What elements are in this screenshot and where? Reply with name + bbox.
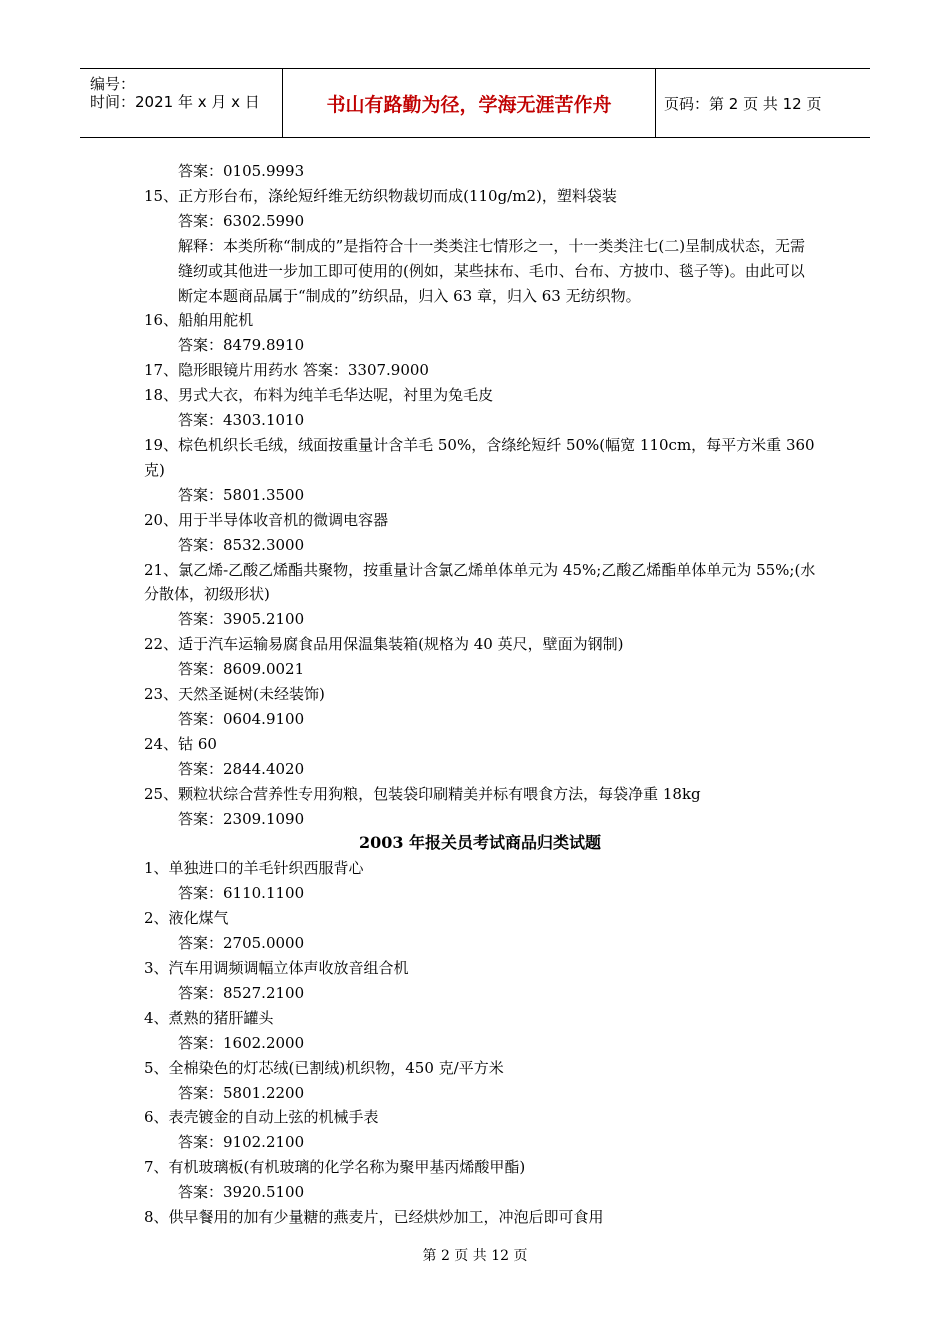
question-line: 18、男式大衣，布料为纯羊毛华达呢，衬里为兔毛皮 bbox=[144, 386, 494, 405]
question-line: 6、表壳镀金的自动上弦的机械手表 bbox=[144, 1108, 379, 1127]
question-line: 24、钴 60 bbox=[144, 734, 217, 753]
answer-line: 答案：4303.1010 bbox=[178, 411, 305, 430]
answer-line: 答案：6110.1100 bbox=[178, 884, 305, 903]
question-line: 20、用于半导体收音机的微调电容器 bbox=[144, 510, 389, 529]
answer-line: 答案：2844.4020 bbox=[178, 759, 305, 778]
answer-line: 答案：0105.9993 bbox=[178, 162, 305, 180]
answer-line: 答案：2705.0000 bbox=[178, 934, 305, 953]
question-line: 17、隐形眼镜片用药水 答案：3307.9000 bbox=[144, 361, 429, 380]
document-body bbox=[144, 159, 816, 1230]
doc-time-label: 时间：2021 年 x 月 x 日 bbox=[90, 93, 260, 111]
question-line: 4、煮熟的猪肝罐头 bbox=[144, 1008, 274, 1027]
answer-line: 答案：9102.2100 bbox=[178, 1133, 305, 1152]
answer-line: 答案：8609.0021 bbox=[178, 660, 305, 679]
question-line: 8、供早餐用的加有少量糖的燕麦片，已经烘炒加工，冲泡后即可食用 bbox=[144, 1208, 604, 1227]
answer-line: 答案：8479.8910 bbox=[178, 336, 305, 355]
page-header bbox=[80, 68, 870, 138]
answer-line: 答案：1602.2000 bbox=[178, 1033, 305, 1052]
answer-line: 答案：5801.2200 bbox=[178, 1083, 305, 1102]
question-line: 23、天然圣诞树(未经装饰) bbox=[144, 685, 325, 704]
question-line: 3、汽车用调频调幅立体声收放音组合机 bbox=[144, 959, 409, 977]
header-page-number: 页码：第 2 页 共 12 页 bbox=[664, 94, 822, 113]
doc-number-label: 编号： bbox=[90, 75, 136, 93]
question-line: 15、正方形台布，涤纶短纤维无纺织物裁切而成(110g/m2)，塑料袋装 bbox=[144, 186, 617, 205]
question-line: 5、全棉染色的灯芯绒(已割绒)机织物，450 克/平方米 bbox=[144, 1058, 504, 1077]
section-title: 2003 年报关员考试商品归类试题 bbox=[358, 833, 602, 853]
page-footer: 第 2 页 共 12 页 bbox=[422, 1248, 528, 1264]
question-line: 7、有机玻璃板(有机玻璃的化学名称为聚甲基丙烯酸甲酯) bbox=[144, 1158, 526, 1177]
question-line: 16、船舶用舵机 bbox=[144, 311, 254, 330]
answer-line: 答案：3905.2100 bbox=[178, 610, 305, 629]
answer-line: 答案：0604.9100 bbox=[178, 709, 305, 728]
question-line: 21、氯乙烯-乙酸乙烯酯共聚物，按重量计含氯乙烯单体单元为 45%;乙酸乙烯酯单体单元为 55%;(水分散体，初级形状) bbox=[144, 560, 816, 604]
header-motto: 书山有路勤为径，学海无涯苦作舟 bbox=[283, 69, 656, 137]
question-line: 2、液化煤气 bbox=[144, 909, 229, 928]
answer-line: 答案：2309.1090 bbox=[178, 809, 305, 828]
answer-line: 答案：5801.3500 bbox=[178, 485, 305, 504]
question-line: 25、颗粒状综合营养性专用狗粮，包装袋印刷精美并标有喂食方法，每袋净重 18kg bbox=[144, 784, 701, 803]
explanation-text: 解释：本类所称“制成的”是指符合十一类类注七情形之一，十一类类注七(二)呈制成状态，无需缝纫或其他进一步加工即可使用的(例如，某些抹布、毛巾、台布、方披巾、毯子等)。由此可以断定本题商品属于“制成的”纺织品，归入 63 章，归入 63 无纺织物。 bbox=[178, 236, 806, 305]
question-line: 22、适于汽车运输易腐食品用保温集装箱(规格为 40 英尺，壁面为钢制) bbox=[144, 635, 624, 654]
answer-line: 答案：8527.2100 bbox=[178, 983, 305, 1002]
question-line: 1、单独进口的羊毛针织西服背心 bbox=[144, 859, 364, 878]
answer-line: 答案：6302.5990 bbox=[178, 211, 305, 230]
answer-line: 答案：8532.3000 bbox=[178, 535, 305, 554]
answer-line: 答案：3920.5100 bbox=[178, 1183, 305, 1202]
header-meta-cell bbox=[80, 69, 283, 137]
question-line: 19、棕色机织长毛绒，绒面按重量计含羊毛 50%，含绦纶短纤 50%(幅宽 110cm，每平方米重 360 克) bbox=[144, 435, 815, 479]
